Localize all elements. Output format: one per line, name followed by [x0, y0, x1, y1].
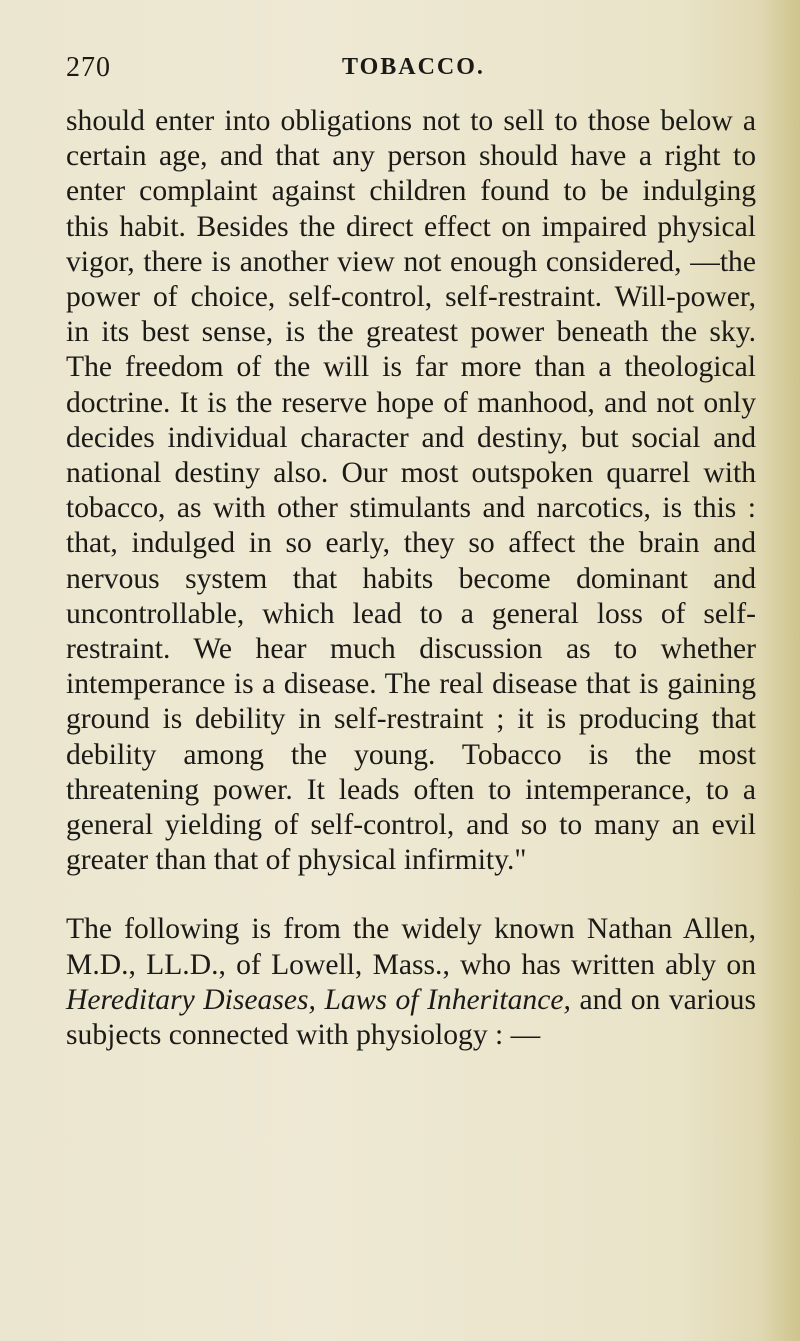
running-title: TOBACCO.	[342, 54, 485, 80]
book-title-reference: Hereditary Diseases, Laws of Inheritance,	[66, 983, 571, 1016]
paragraph-2-intro: The following is from the widely known Nathan Allen, M.D., LL.D., of Lowell, Mass., who has written ably on	[66, 913, 756, 981]
body-text	[66, 104, 756, 1053]
page-edge-shading	[760, 0, 800, 1341]
paragraph-1: should enter into obligations not to sell to those below a certain age, and that any person should have a right to enter complaint against children found to be indulging this habit. Besides the direct effect on impaired physical vigor, there is another view not enough considered, —the power of choice, self-control, self-restraint. Will-power, in its best sense, is the greatest power beneath the sky. The freedom of the will is far more than a theological doctrine. It is the reserve hope of manhood, and not only decides individual character and destiny, but social and national destiny also. Our most outspoken quarrel with tobacco, as with other stimulants and narcotics, is this : that, indulged in so early, they so affect the brain and nervous system that habits become dominant and uncontrollable, which lead to a general loss of self-restraint. We hear much discussion as to whether intemperance is a disease. The real disease that is gaining ground is debility in self-restraint ; it is producing that debility among the young. Tobacco is the most threatening power. It leads often to intemperance, to a general yielding of self-control, and so to many an evil greater than that of physical infirmity."	[66, 105, 756, 877]
page-number: 270	[66, 52, 111, 83]
paragraph-2-outro: and on various subjects connected with physiology : —	[66, 983, 756, 1052]
paragraph-2	[66, 912, 756, 1053]
running-header	[66, 52, 746, 92]
